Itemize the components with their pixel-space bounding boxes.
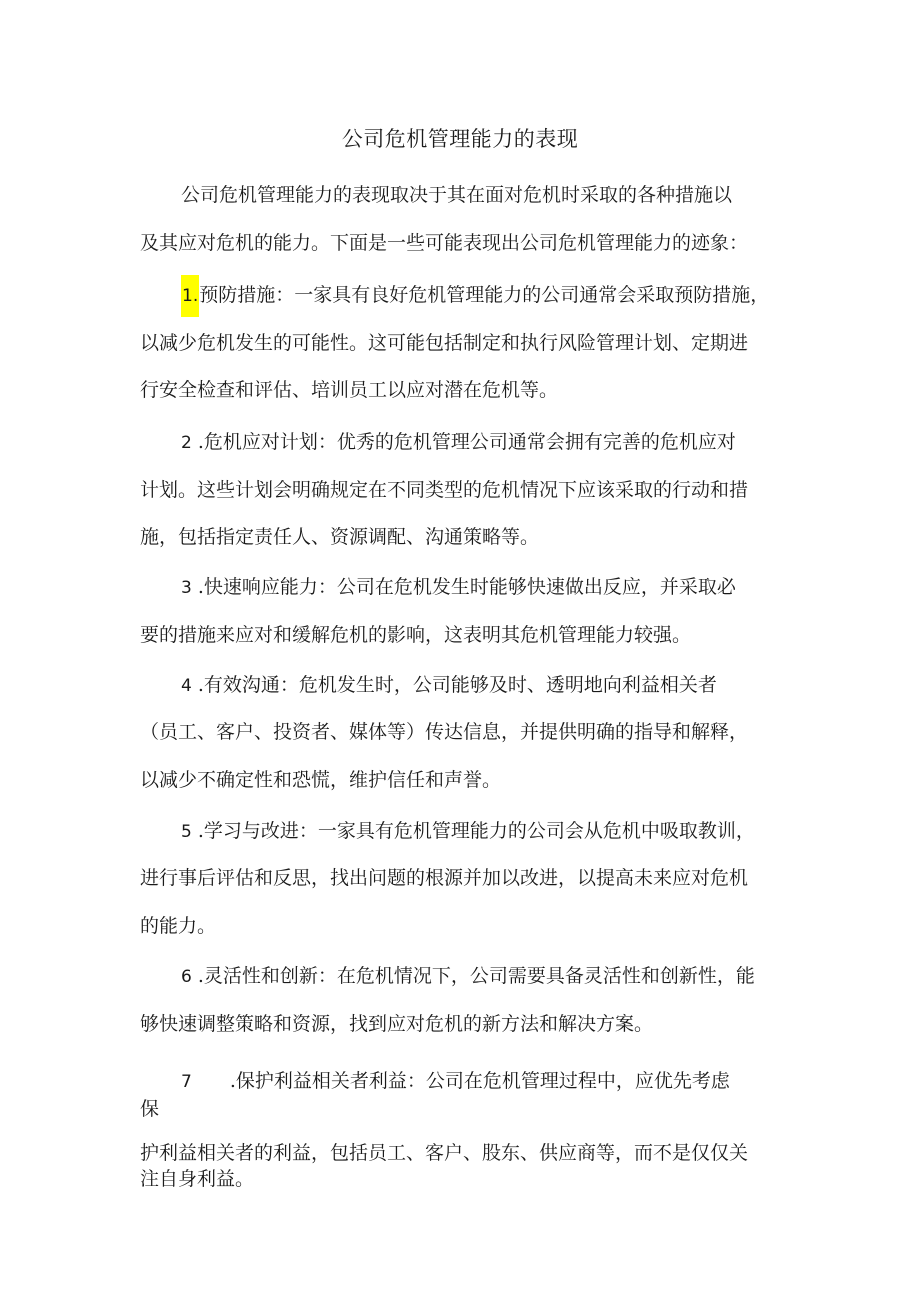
list-item-3-number: 3 [181, 578, 192, 598]
list-item-5-line-3: 的能力。 [140, 915, 217, 937]
list-item-2-line-3: 施，包括指定责任人、资源调配、沟通策略等。 [140, 526, 540, 548]
list-item-4-text: .有效沟通：危机发生时，公司能够及时、透明地向利益相关者 [197, 674, 717, 696]
list-item-5-text: .学习与改进：一家具有危机管理能力的公司会从危机中吸取教训， [197, 820, 755, 842]
list-item-5-line-2: 进行事后评估和反思，找出问题的根源并加以改进，以提高未来应对危机 [140, 867, 749, 889]
list-item-4-line-3: 以减少不确定性和恐慌，维护信任和声誉。 [140, 769, 502, 791]
list-item-5-line-1 [181, 816, 841, 847]
list-item-4-line-2: （员工、客户、投资者、媒体等）传达信息，并提供明确的指导和解释， [140, 721, 749, 743]
document-title: 公司危机管理能力的表现 [341, 127, 579, 151]
list-item-7-line-1 [181, 1066, 841, 1097]
list-item-3-line-2: 要的措施来应对和缓解危机的影响，这表明其危机管理能力较强。 [140, 624, 692, 646]
list-item-6-number: 6 [181, 967, 192, 987]
list-item-1-line-3: 行安全检查和评估、培训员工以应对潜在危机等。 [140, 379, 559, 401]
list-item-5-number: 5 [181, 822, 192, 842]
list-item-3-line-1 [181, 572, 841, 603]
list-item-6-line-1 [181, 961, 841, 992]
list-item-1-text: 预防措施：一家具有良好危机管理能力的公司通常会采取预防措施， [199, 284, 770, 306]
list-item-6-text: .灵活性和创新：在危机情况下，公司需要具备灵活性和创新性，能 [197, 965, 755, 987]
list-item-7-line-2: 保 [140, 1098, 160, 1120]
list-item-1-line-2: 以减少危机发生的可能性。这可能包括制定和执行风险管理计划、定期进 [140, 332, 749, 354]
list-item-7-text: .保护利益相关者利益：公司在危机管理过程中，应优先考虑 [229, 1070, 730, 1092]
list-item-4-line-1 [181, 670, 841, 701]
list-item-2-line-2: 计划。这些计划会明确规定在不同类型的危机情况下应该采取的行动和措 [140, 479, 749, 501]
list-item-7-number: 7 [181, 1072, 192, 1092]
list-item-2-number: 2 [181, 433, 192, 453]
list-item-2-text: .危机应对计划：优秀的危机管理公司通常会拥有完善的危机应对 [197, 431, 736, 453]
list-item-1-line-1 [181, 280, 841, 317]
list-item-6-line-2: 够快速调整策略和资源，找到应对危机的新方法和解决方案。 [140, 1013, 654, 1035]
list-item-2-line-1 [181, 427, 841, 458]
list-item-1-number: 1. [181, 275, 199, 317]
intro-line-1: 公司危机管理能力的表现取决于其在面对危机时采取的各种措施以 [181, 184, 733, 206]
list-item-4-number: 4 [181, 676, 192, 696]
list-item-7-line-4: 注自身利益。 [140, 1168, 255, 1190]
list-item-7-line-3: 护利益相关者的利益，包括员工、客户、股东、供应商等，而不是仅仅关 [140, 1142, 749, 1164]
list-item-3-text: .快速响应能力：公司在危机发生时能够快速做出反应，并采取必 [197, 576, 736, 598]
intro-line-2: 及其应对危机的能力。下面是一些可能表现出公司危机管理能力的迹象： [140, 232, 749, 254]
